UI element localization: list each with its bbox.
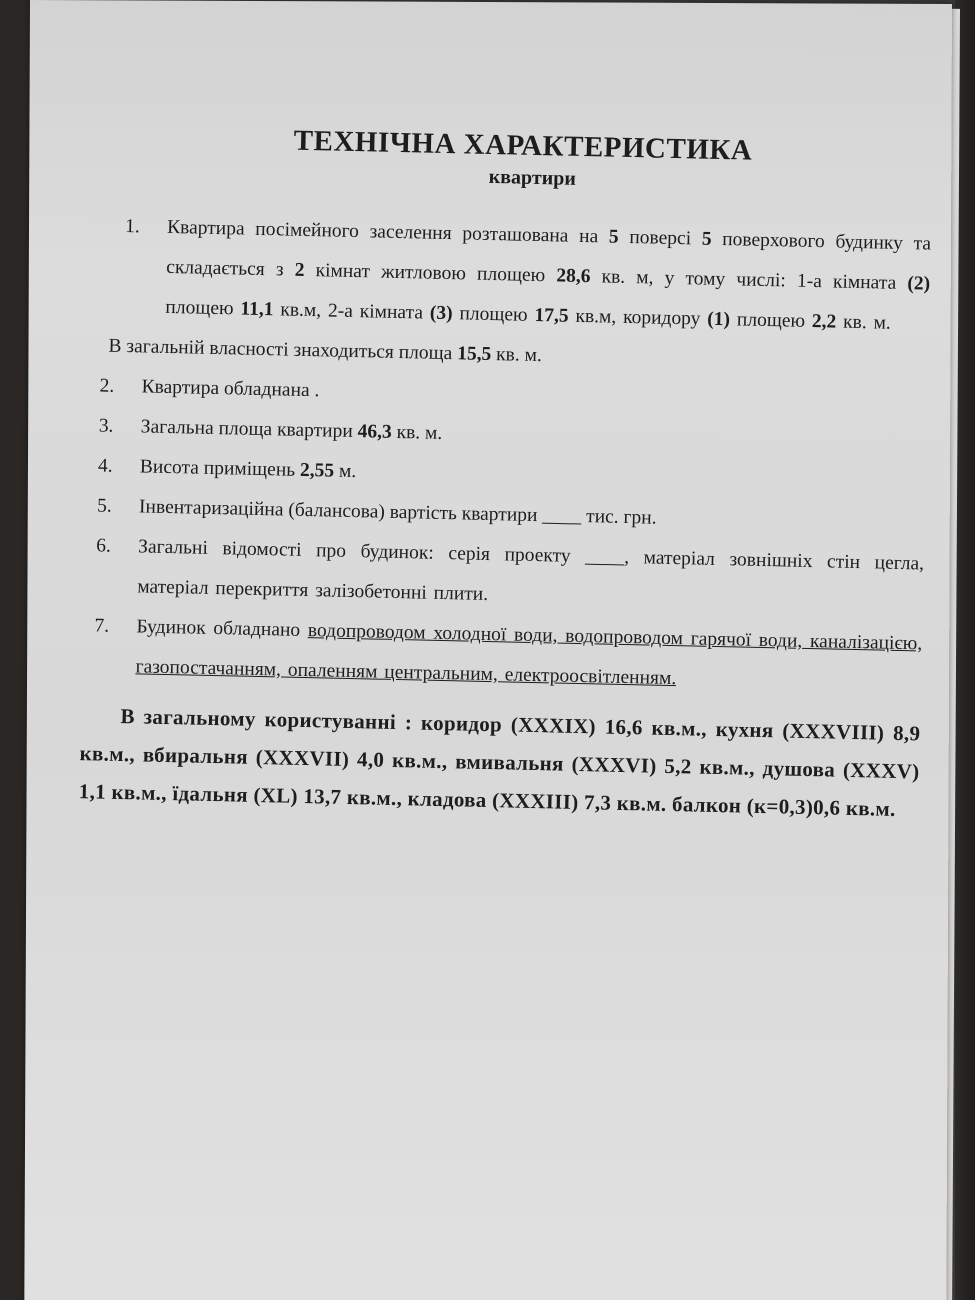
- item-7-number: 7.: [94, 615, 110, 637]
- item-2-text: Квартира обладнана .: [141, 376, 320, 402]
- item-1-part: поверхового будинку та складається з: [166, 228, 932, 281]
- item-4-label: Висота приміщень: [139, 456, 301, 481]
- corridor-area-value: 2,2: [811, 311, 837, 333]
- item-1-part: площею: [452, 303, 535, 326]
- corridor-number: (1): [707, 308, 731, 331]
- document-subtitle: квартири: [488, 165, 577, 190]
- item-6-number: 6.: [95, 535, 112, 557]
- item-7-text: [123, 607, 923, 704]
- item-7-label: Будинок обладнано: [136, 616, 309, 642]
- document-content: [78, 120, 933, 828]
- document-sheet: [24, 0, 952, 1300]
- room1-area-value: 11,1: [240, 298, 274, 321]
- item-1-number: 1.: [124, 215, 141, 238]
- utilities-list: водопроводом холодної води, водопроводом гарячої води, каналізацією, газопостачанням, опаленням центральним, електроосвітленням.: [135, 620, 923, 690]
- ownership-unit: кв. м.: [491, 344, 543, 367]
- room2-number: (3): [429, 302, 453, 325]
- total-area-value: 46,3: [357, 421, 392, 443]
- item-6-part: Загальні відомості про будинок: серія проекту: [137, 536, 586, 568]
- item-7: [81, 606, 923, 704]
- common-use-paragraph: В загальному користуванні : коридор (XXXIX) 16,6 кв.м., кухня (XXXVIII) 8,9 кв.м., вбиральня (XXXVII) 4,0 кв.м., вмивальня (XXXVI) 5,2 кв.м., душова (XXXV) 1,1 кв.м., їдальня (XL) 13,7 кв.м., кладова (XXXIII) 7,3 кв.м. балкон (к=0,3)0,6 кв.м.: [78, 704, 921, 821]
- item-1-part: кв.м, коридору: [568, 305, 708, 330]
- item-1: [89, 206, 931, 344]
- ownership-area-value: 15,5: [456, 343, 492, 366]
- rooms-value: 2: [294, 259, 305, 281]
- item-5-number: 5.: [96, 495, 112, 517]
- item-3-label: Загальна площа квартири: [140, 416, 358, 443]
- item-3-unit: кв. м.: [391, 421, 443, 444]
- room1-number: (2): [907, 273, 931, 295]
- item-3-number: 3.: [98, 415, 114, 437]
- item-4-number: 4.: [97, 455, 113, 477]
- item-1-part: кімнат житловою площею: [304, 259, 557, 287]
- ceiling-height-value: 2,55: [299, 459, 335, 482]
- room2-area-value: 17,5: [534, 304, 569, 327]
- item-1-part: поверсі: [618, 226, 703, 250]
- item-5-unit: тис. грн.: [581, 506, 657, 529]
- value-blank: ____: [542, 505, 582, 528]
- item-1-part: кв. м, у тому числі: 1-а кімната: [590, 266, 908, 295]
- item-4-unit: м.: [333, 460, 357, 483]
- item-2-number: 2.: [99, 375, 115, 397]
- item-1-part: площею: [165, 296, 241, 320]
- item-5-label: Інвентаризаційна (балансова) вартість квартири: [138, 496, 543, 527]
- living-area-value: 28,6: [556, 265, 591, 288]
- item-1-part: кв. м.: [836, 311, 892, 334]
- item-1-text: [153, 208, 931, 345]
- item-1-part: Квартира посімейного заселення розташована на: [166, 216, 610, 248]
- item-6-part: , матеріал зовнішніх стін цегла, матеріал перекриття залізобетонні плити.: [137, 546, 925, 605]
- ownership-text: В загальній власності знаходиться площа: [108, 335, 458, 365]
- floors-value: 5: [701, 228, 712, 250]
- floor-value: 5: [608, 226, 619, 248]
- series-blank: ____: [584, 546, 625, 568]
- item-1-part: площею: [729, 309, 813, 332]
- item-1-part: кв.м, 2-а кімната: [273, 299, 431, 324]
- document-title: ТЕХНІЧНА ХАРАКТЕРИСТИКА: [293, 124, 753, 167]
